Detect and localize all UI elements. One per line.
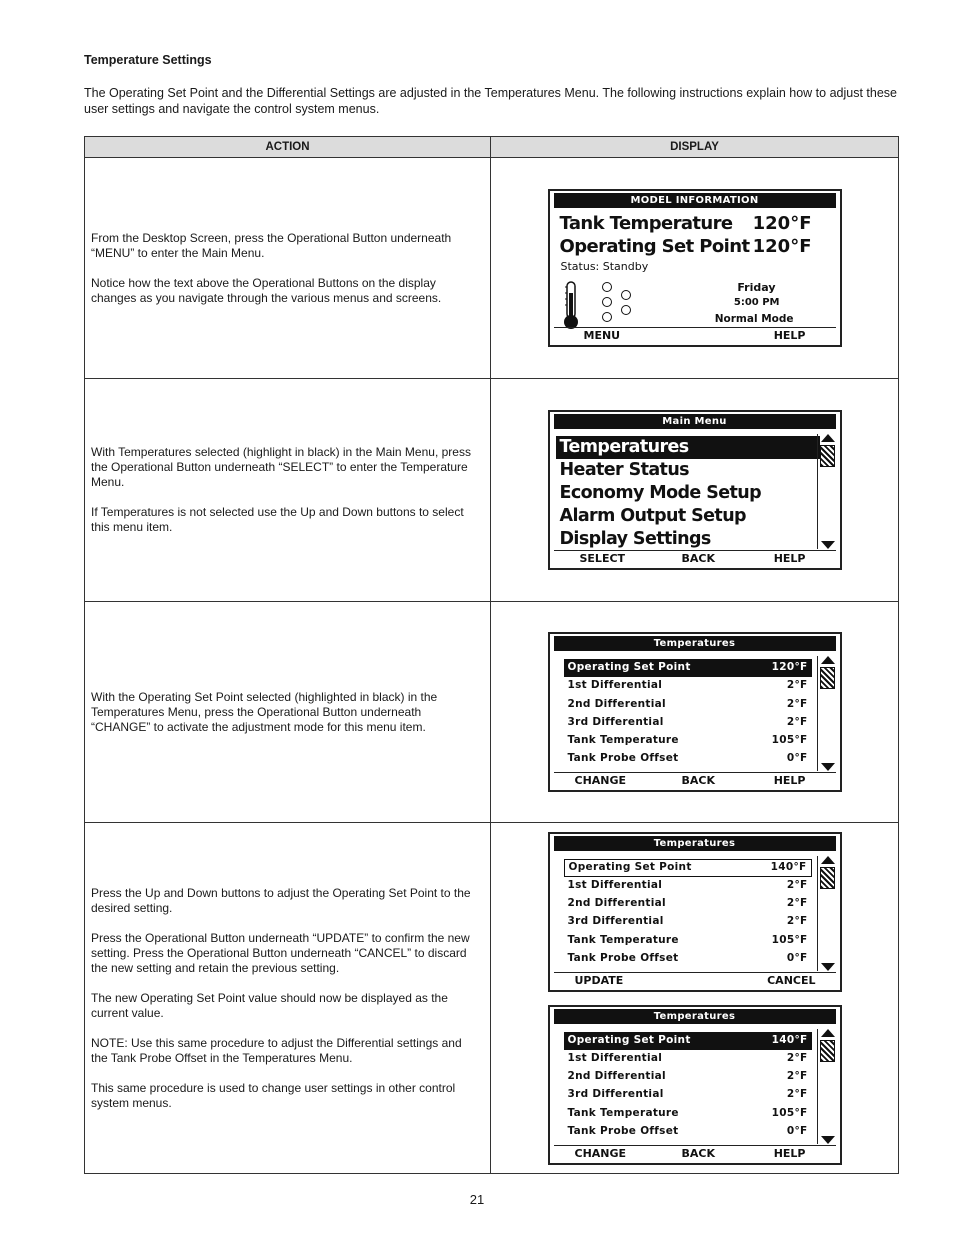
action-text: From the Desktop Screen, press the Operational Button underneath “MENU” to enter the Main Menu. [91,230,452,260]
lcd-temperatures-menu [548,632,842,792]
tank-temp-label: Tank Temperature [559,213,733,234]
action-text: With Temperatures selected (highlight in black) in the Main Menu, press the Operational Button underneath “SELECT” to enter the Temperature Menu. [91,445,471,489]
softkey-bar [554,972,836,988]
action-text: If Temperatures is not selected use the Up and Down buttons to select this menu item. [91,505,464,534]
menu-item-alarm-output[interactable]: Alarm Output Setup [559,506,746,526]
menu-item-display-settings[interactable]: Display Settings [559,529,711,549]
menu-item-temperatures[interactable]: Temperatures [556,436,820,459]
instructions-table [84,136,899,1174]
scroll-up-arrow-icon[interactable] [821,856,835,864]
table-row [85,823,899,1174]
table-row [85,158,899,379]
lcd-title: Temperatures [554,836,836,851]
softkey-change[interactable]: CHANGE [574,774,627,787]
indicator-circle-icon [602,282,612,292]
lcd-temperatures-edit [548,832,842,992]
list-item[interactable]: 3rd Differential 2°F [567,1088,808,1101]
intro-paragraph: The Operating Set Point and the Differential Settings are adjusted in the Temperatures Menu. The following instructions explain how to adjust these user settings and navigate the control system menus. [84,86,897,116]
action-text: Notice how the text above the Operational Buttons on the display changes as you navigate through the various menus and screens. [91,275,442,305]
time-text: 5:00 PM [733,297,780,308]
action-text: This same procedure is used to change user settings in other control system menus. [91,1080,456,1110]
softkey-select[interactable]: SELECT [579,552,626,565]
list-item[interactable]: Tank Temperature 105°F [567,734,808,747]
temperatures-list [564,1032,812,1142]
list-item[interactable]: Operating Set Point 120°F [564,659,812,677]
indicator-circle-icon [621,305,631,315]
status-text: Status: Standby [560,260,649,273]
lcd-title: MODEL INFORMATION [554,193,836,208]
scrollbar[interactable] [817,656,836,771]
list-item[interactable]: Operating Set Point 140°F [564,859,812,877]
table-row [85,379,899,602]
lcd-title: Main Menu [554,414,836,429]
mode-text: Normal Mode [714,313,794,325]
temperatures-list [564,859,812,969]
menu-item-economy-mode[interactable]: Economy Mode Setup [559,483,762,503]
indicator-circle-icon [602,297,612,307]
softkey-help[interactable]: HELP [773,329,806,342]
header-action: ACTION [85,137,491,158]
scroll-thumb[interactable] [820,1040,835,1062]
list-item[interactable]: 1st Differential 2°F [567,1051,808,1064]
list-item[interactable]: 3rd Differential 2°F [567,915,808,928]
list-item[interactable]: Tank Temperature 105°F [567,1106,808,1119]
list-item[interactable]: 1st Differential 2°F [567,679,808,692]
lcd-title: Temperatures [554,1009,836,1024]
list-item[interactable]: Tank Probe Offset 0°F [567,752,808,765]
list-item[interactable]: 2nd Differential 2°F [567,897,808,910]
display-cell [491,602,899,823]
softkey-back[interactable]: BACK [681,552,715,565]
list-item[interactable]: Tank Probe Offset 0°F [567,1124,808,1137]
list-item[interactable]: Operating Set Point 140°F [564,1032,812,1050]
scroll-up-arrow-icon[interactable] [821,656,835,664]
softkey-update[interactable]: UPDATE [574,973,624,987]
lcd-desktop-screen [548,189,842,347]
temperatures-list [564,659,812,769]
softkey-menu[interactable]: MENU [583,329,621,342]
softkey-cancel[interactable]: CANCEL [767,973,816,987]
scroll-thumb[interactable] [820,867,835,889]
action-text: The new Operating Set Point value should now be displayed as the current value. [91,990,448,1020]
scroll-thumb[interactable] [820,667,835,689]
action-cell [85,823,491,1174]
softkey-back[interactable]: BACK [681,1146,715,1160]
main-menu-list [556,436,820,551]
indicator-circle-icon [602,312,612,322]
lcd-temperatures-updated [548,1005,842,1165]
action-text: Press the Up and Down buttons to adjust the Operating Set Point to the desired setting. [91,885,471,915]
scrollbar[interactable] [817,856,836,971]
indicator-circle-icon [621,290,631,300]
softkey-help[interactable]: HELP [773,552,806,565]
menu-item-heater-status[interactable]: Heater Status [559,460,689,480]
softkey-bar [554,772,836,788]
scrollbar[interactable] [817,1029,836,1144]
list-item[interactable]: 1st Differential 2°F [567,878,808,891]
scroll-down-arrow-icon[interactable] [821,963,835,971]
scroll-thumb[interactable] [820,445,835,467]
table-header-row [85,137,899,158]
lcd-title: Temperatures [554,636,836,651]
scroll-down-arrow-icon[interactable] [821,763,835,771]
tank-temp-value: 120°F [752,213,812,234]
display-cell [491,823,899,1174]
action-text: NOTE: Use this same procedure to adjust the Differential settings and the Tank Probe Offset in the Temperatures Menu. [91,1035,462,1065]
list-item[interactable]: Tank Temperature 105°F [567,933,808,946]
scroll-down-arrow-icon[interactable] [821,1136,835,1144]
section-heading: Temperature Settings [84,53,212,67]
lcd-main-menu [548,410,842,570]
day-text: Friday [737,281,776,294]
scroll-up-arrow-icon[interactable] [821,1029,835,1037]
action-cell [85,379,491,602]
list-item[interactable]: 2nd Differential 2°F [567,1070,808,1083]
softkey-bar [554,550,836,566]
header-display: DISPLAY [491,137,899,158]
scroll-up-arrow-icon[interactable] [821,434,835,442]
action-text: Press the Operational Button underneath “UPDATE” to confirm the new setting. Press the Operational Button underneath “CANCEL” to discard the new setting and retain the previous setting. [91,930,470,975]
softkey-help[interactable]: HELP [773,1146,806,1160]
table-row [85,602,899,823]
list-item[interactable]: Tank Probe Offset 0°F [567,951,808,964]
action-cell [85,602,491,823]
softkey-bar [554,1145,836,1161]
thermometer-icon [562,281,580,331]
set-point-value: 120°F [752,236,812,257]
softkey-bar [554,327,836,343]
scroll-down-arrow-icon[interactable] [821,541,835,549]
softkey-change[interactable]: CHANGE [574,1146,627,1160]
action-cell [85,158,491,379]
list-item[interactable]: 2nd Differential 2°F [567,697,808,710]
page-number: 21 [469,1192,485,1207]
list-item[interactable]: 3rd Differential 2°F [567,715,808,728]
action-text: With the Operating Set Point selected (highlighted in black) in the Temperatures Menu, press the Operational Button underneath “CHANGE” to activate the adjustment mode for this menu item. [91,689,438,734]
scrollbar[interactable] [817,434,836,549]
softkey-help[interactable]: HELP [773,774,806,787]
display-cell [491,379,899,602]
display-cell [491,158,899,379]
set-point-label: Operating Set Point [559,236,750,257]
softkey-back[interactable]: BACK [681,774,715,787]
